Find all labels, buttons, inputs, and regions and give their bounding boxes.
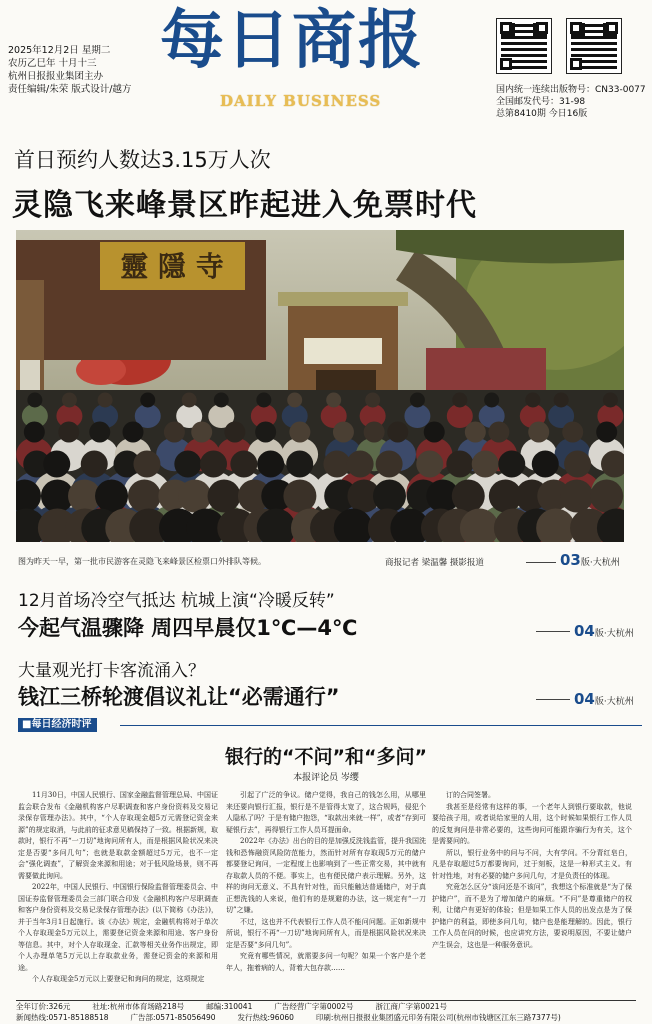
crowd-head (452, 393, 467, 408)
page-ref-number: 04 (574, 622, 595, 640)
article-paragraph: 我甚至是经常有这样的事，一个老年人到银行要取款，他说要给孩子用，或者说给家里的人用，这个时候如果银行工作人员的反复询问是非常必要的，这些询问可能跟诈骗行为有关，这个是需要问的。 (432, 802, 632, 845)
article-paragraph: 11月30日，中国人民银行、国家金融监督管理总局、中国证监会联合发布《金融机构客户尽职调查和客户身份资料及交易记录保存管理办法》。其中，“个人存取现金超5万元需登记资金来源”的规定取消，与此前的征求意见稿保持了一致。根据新规，取款时，银行不再“一刀切”地询问所有人，而是根据风险状况来决定是否要“多问几句”；也就是取款金额超过5万元，也不一定会“强化调查”，了解资金来源和用途；对于低风险场景，则不再需要做此询问。 (18, 791, 218, 880)
crowd-head (256, 393, 271, 408)
crowd-head (564, 451, 591, 478)
article-paragraph: 个人存取现金5万元以上要登记和询问的规定，这项规定 (32, 975, 205, 983)
crowd-head (287, 393, 302, 408)
post-code: 全国邮发代号：31-98 (496, 97, 586, 107)
crowd-head (424, 422, 445, 443)
crowd-head (283, 480, 316, 513)
crowd-head (122, 422, 143, 443)
footer-row (16, 1002, 636, 1013)
crowd-head (410, 393, 425, 408)
crowd-head (347, 451, 374, 478)
sponsor: 杭州日报报业集团主办 (8, 71, 104, 82)
crowd-head (62, 393, 77, 408)
crowd-head (286, 451, 313, 478)
article-paragraph: 不过，这也并不代表银行工作人员不能问问题。正如新规中所说，银行不再“一刀切”地询问所有人，而是根据风险状况来决定是否要“多问几句”。 (226, 917, 426, 949)
commentary-author: 本报评论员 岑缨 (293, 773, 359, 783)
crowd-head (373, 480, 406, 513)
crowd-head (376, 451, 403, 478)
photo-caption: 图为昨天一早，第一批市民游客在灵隐飞来峰景区检票口外排队等候。 (18, 557, 266, 566)
crowd-head (532, 451, 559, 478)
newspaper-logo: 每日商报 (160, 3, 424, 78)
article-column-1 (18, 790, 218, 986)
crowd-head (387, 422, 408, 443)
crowd-head (596, 422, 617, 443)
crowd-head (562, 422, 583, 443)
issue-number: 总第8410期 今日16版 (496, 109, 588, 119)
crowd-head (465, 422, 486, 443)
crowd-head (164, 422, 185, 443)
footer-item: 全年订价:326元 (16, 1002, 71, 1011)
crowd-head (333, 422, 354, 443)
page-ref-04[interactable] (574, 622, 634, 640)
crowd-head (525, 393, 540, 408)
qr-code-icon[interactable] (496, 18, 552, 74)
crowd-head (472, 451, 499, 478)
lead-subtitle: 首日预约人数达3.15万人次 (14, 148, 271, 172)
crowd-head (255, 422, 276, 443)
divider (526, 562, 556, 563)
article-paragraph: 订的合同签署。 (446, 791, 495, 799)
story3-headline[interactable]: 钱江三桥轮渡倡议礼让“必需通行” (18, 685, 340, 709)
article-paragraph: 引起了广泛的争议。储户觉得，我自己的钱怎么用，从哪里来还要向银行汇报，银行是不是管得太宽了，这合规吗，侵犯个人隐私了吗？于是有储户抱怨，“取款出来就一样”，或者“存到可疑银行去”，再得银行工作人员耳提面命。 (226, 791, 426, 834)
photo-credit: 商报记者 梁温馨 摄影报道 (385, 558, 484, 568)
editors: 责任编辑/朱荣 版式设计/越方 (8, 84, 132, 95)
article-paragraph: 所以，银行业务中的问与不问，大有学问。不分青红皂白，凡是存取超过5万都要询问，过于刻板，这是一种形式主义。有针对性地，对有必要的储户多问几句，才是负责任的体现。 (432, 848, 632, 880)
page-ref-label: 版·大杭州 (580, 558, 620, 568)
section-tag: ■每日经济时评 (18, 718, 97, 732)
crowd-head (603, 393, 618, 408)
section-rule (120, 725, 642, 726)
divider (536, 699, 570, 700)
crowd-head (58, 422, 79, 443)
newspaper-logo-en: DAILY BUSINESS (220, 92, 382, 110)
crowd-head (364, 422, 385, 443)
crowd-head (133, 451, 160, 478)
footer-item: 浙江商广字第0021号 (375, 1002, 448, 1011)
crowd-body (404, 404, 430, 428)
lunar-date: 农历乙巳年 十月十三 (8, 58, 97, 69)
crowd-head (289, 422, 310, 443)
crowd-head (224, 422, 245, 443)
article-column-3 (432, 790, 632, 951)
crowd-head (230, 451, 257, 478)
crowd-head (98, 393, 113, 408)
crowd-head (528, 422, 549, 443)
crowd-head (191, 422, 212, 443)
crowd-head (140, 393, 155, 408)
footer (16, 1000, 636, 1023)
page-ref-label: 版·大杭州 (594, 697, 634, 707)
crowd-head (323, 451, 350, 478)
crowd-head (452, 480, 485, 513)
publication-info (496, 84, 646, 120)
crowd-head (182, 393, 197, 408)
crowd-photo-illustration (16, 230, 624, 542)
crowd-head (484, 393, 499, 408)
footer-item: 邮编:310041 (206, 1002, 253, 1011)
crowd-head (498, 451, 525, 478)
crowd-head (128, 480, 161, 513)
divider (536, 631, 570, 632)
story2-subtitle: 12月首场冷空气抵达 杭城上演“冷暖反转” (18, 591, 335, 611)
crowd-head (43, 451, 70, 478)
crowd-head (257, 451, 284, 478)
footer-item: 广告经营广字第0002号 (274, 1002, 354, 1011)
footer-item: 新闻热线:0571-85188518 (16, 1012, 109, 1022)
page-ref-04[interactable] (574, 690, 634, 708)
crowd-head (89, 422, 110, 443)
page-ref-03[interactable] (560, 551, 620, 569)
page-ref-number: 03 (560, 551, 581, 569)
footer-item: 印刷:杭州日报报业集团盛元印务有限公司(杭州市钱塘区江东三路7377号) (315, 1012, 561, 1022)
crowd-head (208, 480, 241, 513)
article-paragraph: 究竟有哪些情况，就需要多问一句呢？如果一个客户是个老年人，拖着病的人，背着大包存款…… (226, 952, 426, 972)
footer-item: 发行热线:96060 (237, 1012, 294, 1022)
crowd-head (446, 451, 473, 478)
article-paragraph: 究竟怎么区分“该问还是不该问”，我想这个标准就是“为了保护储户”，而不是为了增加储户的麻烦。“不问”是尊重储户的权利，让储户有更好的体验；但是如果工作人员的出发点是为了保护储户的利益，即使多问几句，储户也是能理解的。因此，银行工作人员在问的时候，也应讲究方法，要说明原因，不要让储户产生误会，这也是一种服务意识。 (432, 883, 632, 949)
crowd-head (365, 393, 380, 408)
crowd-head (214, 393, 229, 408)
footer-row (16, 1013, 636, 1024)
crowd-head (81, 451, 108, 478)
crowd-head (554, 393, 569, 408)
crowd-head (326, 393, 341, 408)
page-ref-label: 版·大杭州 (594, 629, 634, 639)
crowd-head (178, 480, 211, 513)
story2-headline[interactable]: 今起气温骤降 周四早晨仅1℃—4℃ (18, 616, 358, 640)
crowd-head (95, 480, 128, 513)
crowd-head (27, 393, 42, 408)
issue-date: 2025年12月2日 星期二 (8, 45, 111, 56)
qr-code-icon[interactable] (566, 18, 622, 74)
crowd-head (174, 451, 201, 478)
commentary-title[interactable]: 银行的“不问”和“多问” (225, 746, 427, 768)
lead-headline[interactable]: 灵隐飞来峰景区昨起进入免票时代 (12, 188, 477, 223)
crowd-head (200, 451, 227, 478)
story3-subtitle: 大量观光打卡客流涌入？ (18, 661, 205, 681)
crowd-head (560, 480, 593, 513)
article-paragraph: 2022年《办法》出台的目的是加强反洗钱监管，提升我国洗钱和恐怖融资风险防范能力，然而针对所有存取现5万元的储户都要登记询问，一定程度上也影响到了一些正常交易，其中就有存取款人员的不便。事实上，也有便民储户表示理解。另外，这样的询问无意义、不具有针对性，而只能触达普通储户，对于真正想洗钱的人来说，他们有的是规避的办法，这一规定有“一刀切”之嫌。 (226, 837, 426, 914)
article-column-2 (226, 790, 426, 974)
crowd-head (24, 422, 45, 443)
lead-photo[interactable] (16, 230, 624, 542)
page-ref-number: 04 (574, 690, 595, 708)
crowd-head (590, 480, 623, 513)
crowd-head (488, 422, 509, 443)
cn-number: 国内统一连续出版物号：CN33-0077 (496, 85, 646, 95)
masthead-meta (8, 44, 131, 96)
footer-item: 社址:杭州市体育场路218号 (92, 1002, 185, 1011)
crowd-head (416, 451, 443, 478)
temple-sign: 靈 隱 寺 (120, 250, 224, 283)
footer-item: 广告部:0571-85056490 (130, 1012, 216, 1022)
article-paragraph: 2022年，中国人民银行、中国银行保险监督管理委员会、中国证券监督管理委员会三部门联合印发《金融机构客户尽职调查和客户身份资料及交易记录保存管理办法》(以下简称《办法》)，并于当年3月1日起施行。该《办法》规定，金融机构将对于单次个人存取现金5万元以上，需要登记资金来源和用途、客户身份等信息。其中，对个人存取现金、汇款等相关业务作出规定，即个人办理单笔5万元以上存取款业务，需登记资金的来源和用途。 (18, 883, 218, 972)
